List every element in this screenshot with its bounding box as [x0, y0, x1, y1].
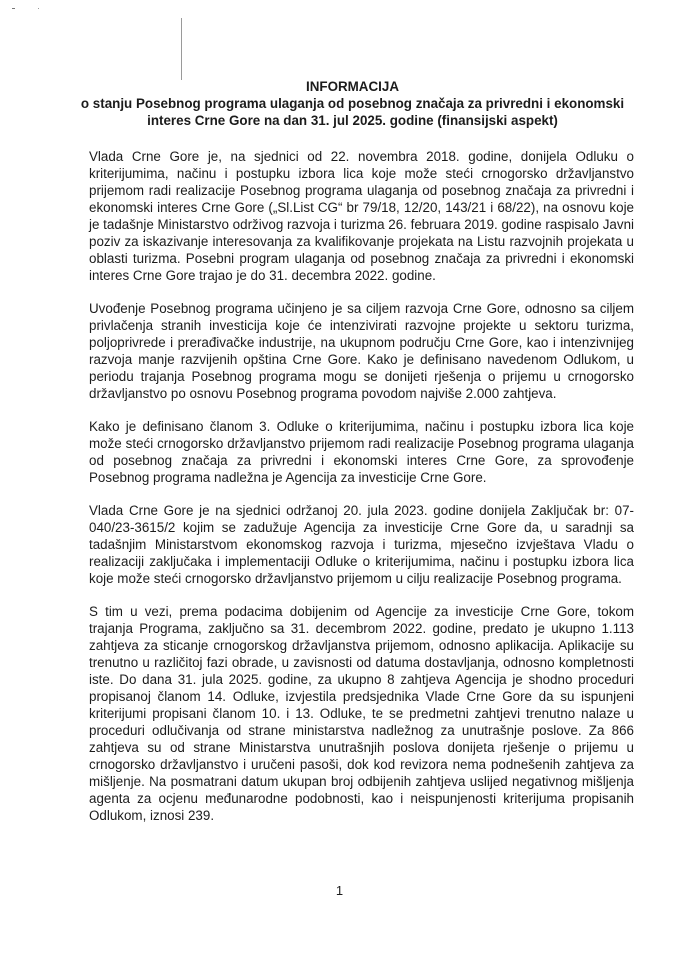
paragraph-1: Vlada Crne Gore je, na sjednici od 22. novembra 2018. godine, donijela Odluku o kriterijumima, načinu i postupku izbora lica koje može steći crnogorsko državljanstvo prijemom radi realizacije Posebnog programa ulaganja od posebnog značaja za privredni i ekonomski interes Crne Gore („Sl.List CG“ br 79/18, 12/20, 143/21 i 68/22), na osnovu koje je tadašnje Ministarstvo održivog razvoja i turizma 26. februara 2019. godine raspisalo Javni poziv za iskazivanje interesovanja za kvalifikovanje projekata na Listu razvojnih projekata u oblasti turizma. Posebni program ulaganja od posebnog značaja za privredni i ekonomski interes Crne Gore trajao je do 31. decembra 2022. godine. — [89, 149, 634, 283]
document-title: INFORMACIJA — [306, 79, 399, 94]
scan-mark-dot — [38, 8, 39, 9]
document-subtitle: o stanju Posebnog programa ulaganja od posebnog značaja za privredni i ekonomski interes Crne Gore na dan 31. jul 2025. godine (finansijski aspekt) — [80, 96, 625, 128]
paragraph-4: Vlada Crne Gore je na sjednici održanoj 20. jula 2023. godine donijela Zaključak br: 07-040/23-3615/2 kojim se zadužuje Agencija za investicije Crne Gore da, u saradnji sa tadašnjim Ministarstvom ekonomskog razvoja i turizma, mjesečno izvještava Vladu o realizaciji zaključaka i implementaciji Odluke o kriterijumima, načinu i postupku izbora lica koje može steći crnogorsko državljanstvo prijemom u cilju realizacije Posebnog programa. — [89, 503, 634, 586]
paragraph-2: Uvođenje Posebnog programa učinjeno je sa ciljem razvoja Crne Gore, odnosno sa ciljem privlačenja stranih investicija koje će intenzivirati razvojne projekte u sektoru turizma, poljoprivrede i prerađivačke industrije, na ukupnom području Crne Gore, kao i intenzivnijeg razvoja manje razvijenih opština Crne Gore. Kako je definisano navedenom Odlukom, u periodu trajanja Posebnog programa mogu se donijeti rješenja o prijemu u crnogorsko državljanstvo po osnovu Posebnog programa povodom najviše 2.000 zahtjeva. — [89, 301, 634, 401]
margin-line — [181, 18, 182, 80]
scan-mark — [12, 8, 15, 9]
document-header — [60, 78, 645, 129]
paragraph-5: S tim u vezi, prema podacima dobijenim od Agencije za investicije Crne Gore, tokom trajanja Programa, zaključno sa 31. decembrom 2022. godine, predato je ukupno 1.113 zahtjeva za sticanje crnogorskog državljanstva prijemom, odnosno aplikacija. Aplikacije su trenutno u različitoj fazi obrade, u zavisnosti od datuma dostavljanja, odnosno kompletnosti iste. Do dana 31. jula 2025. godine, za ukupno 8 zahtjeva Agencija je shodno proceduri propisanoj članom 14. Odluke, izvjestila predsjednika Vlade Crne Gore da su ispunjeni kriterijumi propisani članom 10. i 13. Odluke, te se predmetni zahtjevi trenutno nalaze u proceduri odlučivanja od strane ministarstva nadležnog za unutrašnje poslove. Za 866 zahtjeva su od strane Ministarstva unutrašnjih poslova donijeta rješenje o prijemu u crnogorsko državljanstvo i uručeni pasoši, dok kod revizora nema podnešenih zahtjeva za mišljenje. Na posmatrani datum ukupan broj odbijenih zahtjeva uslijed negativnog mišljenja agenta za ocjenu međunarodne podobnosti, kao i neispunjenosti kriterijuma propisanih Odlukom, iznosi 239. — [89, 604, 634, 823]
page-number: 1 — [335, 883, 344, 898]
paragraph-3: Kako je definisano članom 3. Odluke o kriterijumima, načinu i postupku izbora lica koje može steći crnogorsko državljanstvo prijemom radi realizacije Posebnog programa ulaganja od posebnog značaja za privredni i ekonomski interes Crne Gore, za sprovođenje Posebnog programa nadležna je Agencija za investicije Crne Gore. — [89, 419, 634, 485]
document-body — [89, 148, 634, 840]
